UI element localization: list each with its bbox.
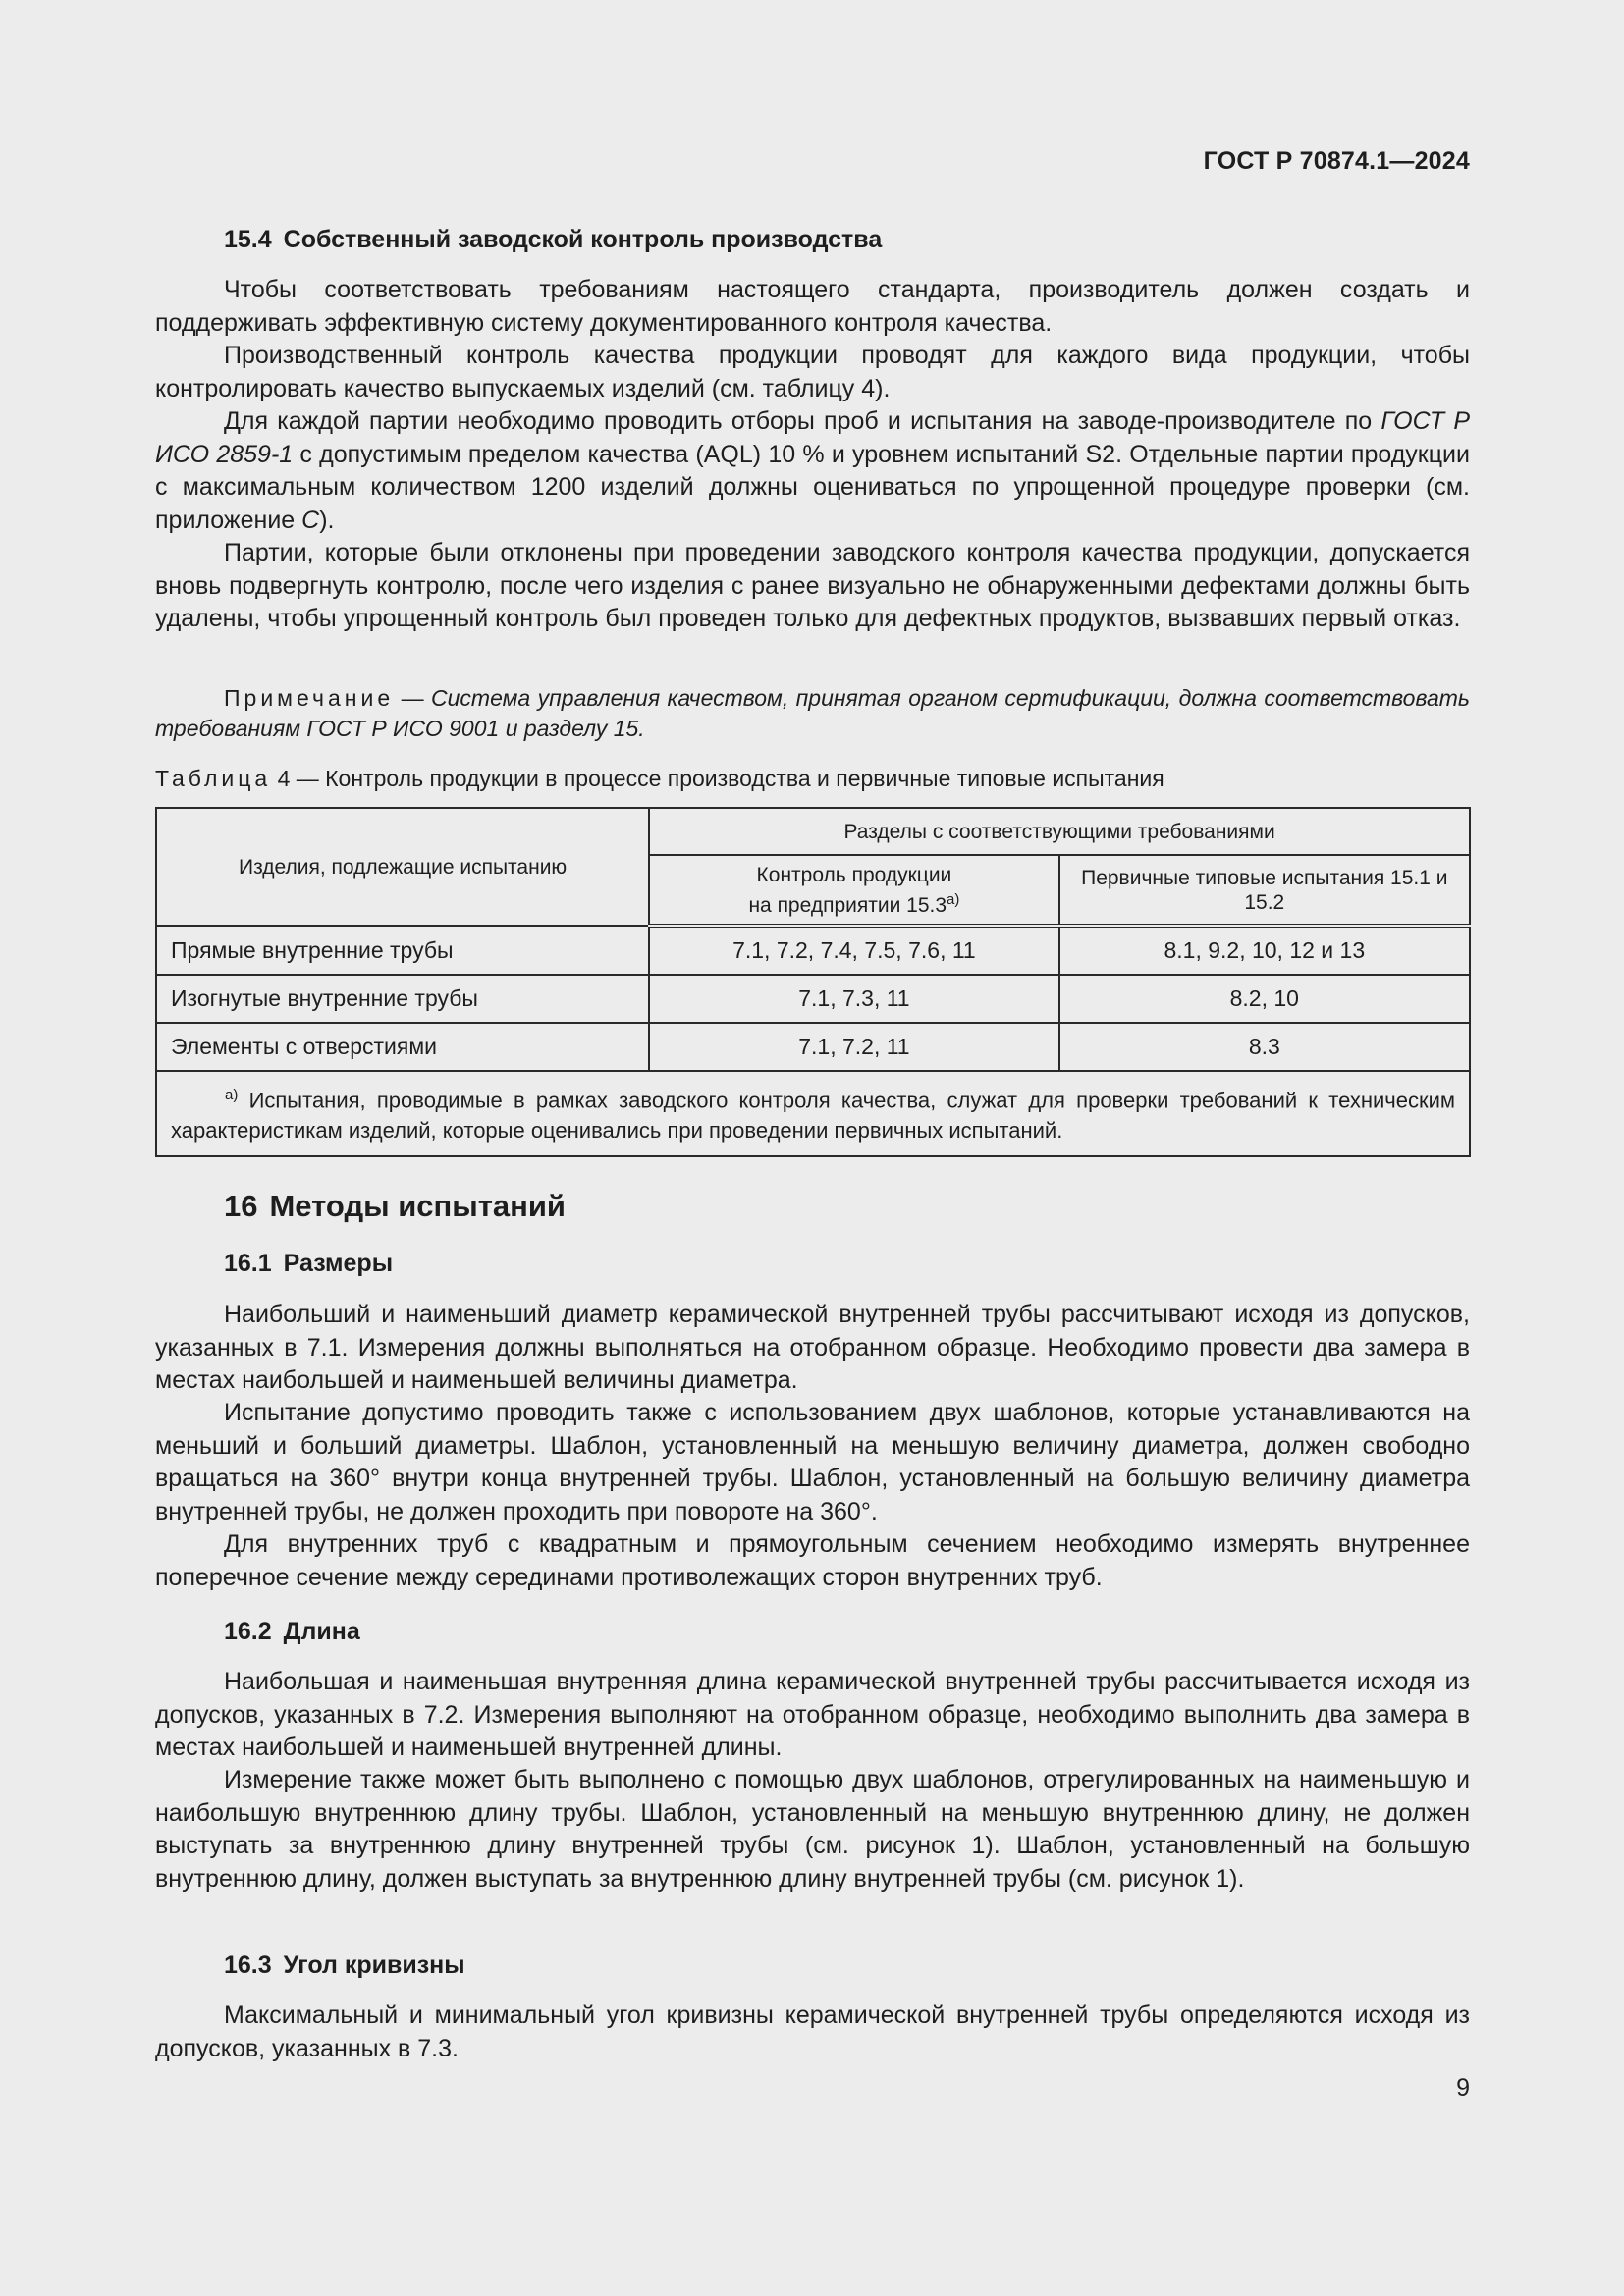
section-15-4-heading xyxy=(224,226,882,254)
table-footnote-row xyxy=(156,1071,1470,1156)
section-title: Собственный заводской контроль производства xyxy=(283,226,883,253)
table-cell-control: 7.1, 7.3, 11 xyxy=(649,975,1058,1023)
table-cell-item: Элементы с отверстиями xyxy=(156,1023,649,1071)
paragraph: Наибольший и наименьший диаметр керамической внутренней трубы рассчитывают исходя из допусков, указанных в 7.1. Измерения должны выполняться на отобранном образце. Необходимо провести два замера в местах наибольшей и наименьшей величины диаметра. xyxy=(155,1301,1470,1394)
table-caption: Таблица 4 — Контроль продукции в процессе производства и первичные типовые испытания xyxy=(155,766,1164,791)
table-4 xyxy=(155,807,1471,1157)
table-header-sections: Разделы с соответствующими требованиями xyxy=(649,808,1470,855)
note-label: Примечание xyxy=(224,685,395,711)
paragraph: Для каждой партии необходимо проводить отборы проб и испытания на заводе-производителе по ГОСТ Р ИСО 2859-1 с допустимым пределом качества (AQL) 10 % и уровнем испытаний S2. Отдельные партии продукции с максимальным количеством 1200 изделий должны оцениваться по упрощенной процедуре проверки (см. приложение С). xyxy=(155,407,1470,534)
table-cell-tests: 8.1, 9.2, 10, 12 и 13 xyxy=(1059,926,1470,975)
table-cell-control: 7.1, 7.2, 7.4, 7.5, 7.6, 11 xyxy=(649,926,1058,975)
table-header-initial-tests: Первичные типовые испытания 15.1 и 15.2 xyxy=(1059,855,1470,926)
paragraph: Производственный контроль качества продукции проводят для каждого вида продукции, чтобы контролировать качество выпускаемых изделий (см. таблицу 4). xyxy=(155,342,1470,402)
appendix-reference: С xyxy=(301,506,320,534)
standard-reference: ГОСТ Р ИСО 2859-1 xyxy=(155,407,1470,468)
section-number: 15.4 xyxy=(224,226,272,253)
section-16-3-heading: 16.3 Угол кривизны xyxy=(224,1951,465,1979)
paragraph: Чтобы соответствовать требованиям настоящего стандарта, производитель должен создать и поддерживать эффективную систему документированного контроля качества. xyxy=(155,276,1470,337)
paragraph: Испытание допустимо проводить также с использованием двух шаблонов, которые устанавливаются на меньший и больший диаметры. Шаблон, установленный на меньшую величину диаметра, должен свободно вращаться на 360° внутри конца внутренней трубы. Шаблон, установленный на большую величину диаметра внутренней трубы, не должен проходить при повороте на 360°. xyxy=(155,1399,1470,1525)
paragraph: Наибольшая и наименьшая внутренняя длина керамической внутренней трубы рассчитывается исходя из допусков, указанных в 7.2. Измерения выполняют на отобранном образце, необходимо выполнить два замера в местах наибольшей и наименьшей внутренней длины. xyxy=(155,1668,1470,1761)
table-cell-item: Прямые внутренние трубы xyxy=(156,926,649,975)
table-header-items: Изделия, подлежащие испытанию xyxy=(156,808,649,926)
table-footnote: $^{a)}$ Испытания, проводимые в рамках заводского контроля качества, служат для проверки требований к техническим характеристикам изделий, которые оценивались при проведении первичных испытаний. xyxy=(156,1071,1470,1156)
table-row xyxy=(156,975,1470,1023)
table-cell-control: 7.1, 7.2, 11 xyxy=(649,1023,1058,1071)
section-16-1-heading: 16.1 Размеры xyxy=(224,1250,394,1277)
table-header-factory-control: Контроль продукции на предприятии 15.3$^{a)}$ xyxy=(649,855,1058,926)
paragraph: Измерение также может быть выполнено с помощью двух шаблонов, отрегулированных на наименьшую и наибольшую внутреннюю длину трубы. Шаблон, установленный на меньшую внутреннюю длину, не должен выступать за внутреннюю длину внутренней трубы (см. рисунок 1). Шаблон, установленный на большую внутреннюю длину, должен выступать за внутреннюю длину внутренней трубы (см. рисунок 1). xyxy=(155,1766,1470,1893)
note-text: Система управления качеством, принятая органом сертификации, должна соответствовать требованиям ГОСТ Р ИСО 9001 и разделу 15. xyxy=(155,685,1470,741)
paragraph: Партии, которые были отклонены при проведении заводского контроля качества продукции, допускается вновь подвергнуть контролю, после чего изделия с ранее визуально не обнаруженными дефектами должны быть удалены, чтобы упрощенный контроль был проведен только для дефектных продуктов, вызвавших первый отказ. xyxy=(155,539,1470,632)
table-row xyxy=(156,1023,1470,1071)
paragraph: Максимальный и минимальный угол кривизны керамической внутренней трубы определяются исходя из допусков, указанных в 7.3. xyxy=(155,2002,1470,2062)
paragraph: Для внутренних труб с квадратным и прямоугольным сечением необходимо измерять внутреннее поперечное сечение между серединами противолежащих сторон внутренних труб. xyxy=(155,1530,1470,1591)
document-header-id: ГОСТ Р 70874.1—2024 xyxy=(1203,147,1470,175)
table-cell-tests: 8.3 xyxy=(1059,1023,1470,1071)
section-16-2-heading: 16.2 Длина xyxy=(224,1618,360,1645)
table-cell-item: Изогнутые внутренние трубы xyxy=(156,975,649,1023)
note: Примечание — Система управления качеством, принятая органом сертификации, должна соответствовать требованиям ГОСТ Р ИСО 9001 и разделу 15. xyxy=(155,685,1470,741)
page-number: 9 xyxy=(1456,2074,1470,2102)
table-cell-tests: 8.2, 10 xyxy=(1059,975,1470,1023)
table-row xyxy=(156,926,1470,975)
section-16-heading: 16 Методы испытаний xyxy=(224,1189,566,1223)
